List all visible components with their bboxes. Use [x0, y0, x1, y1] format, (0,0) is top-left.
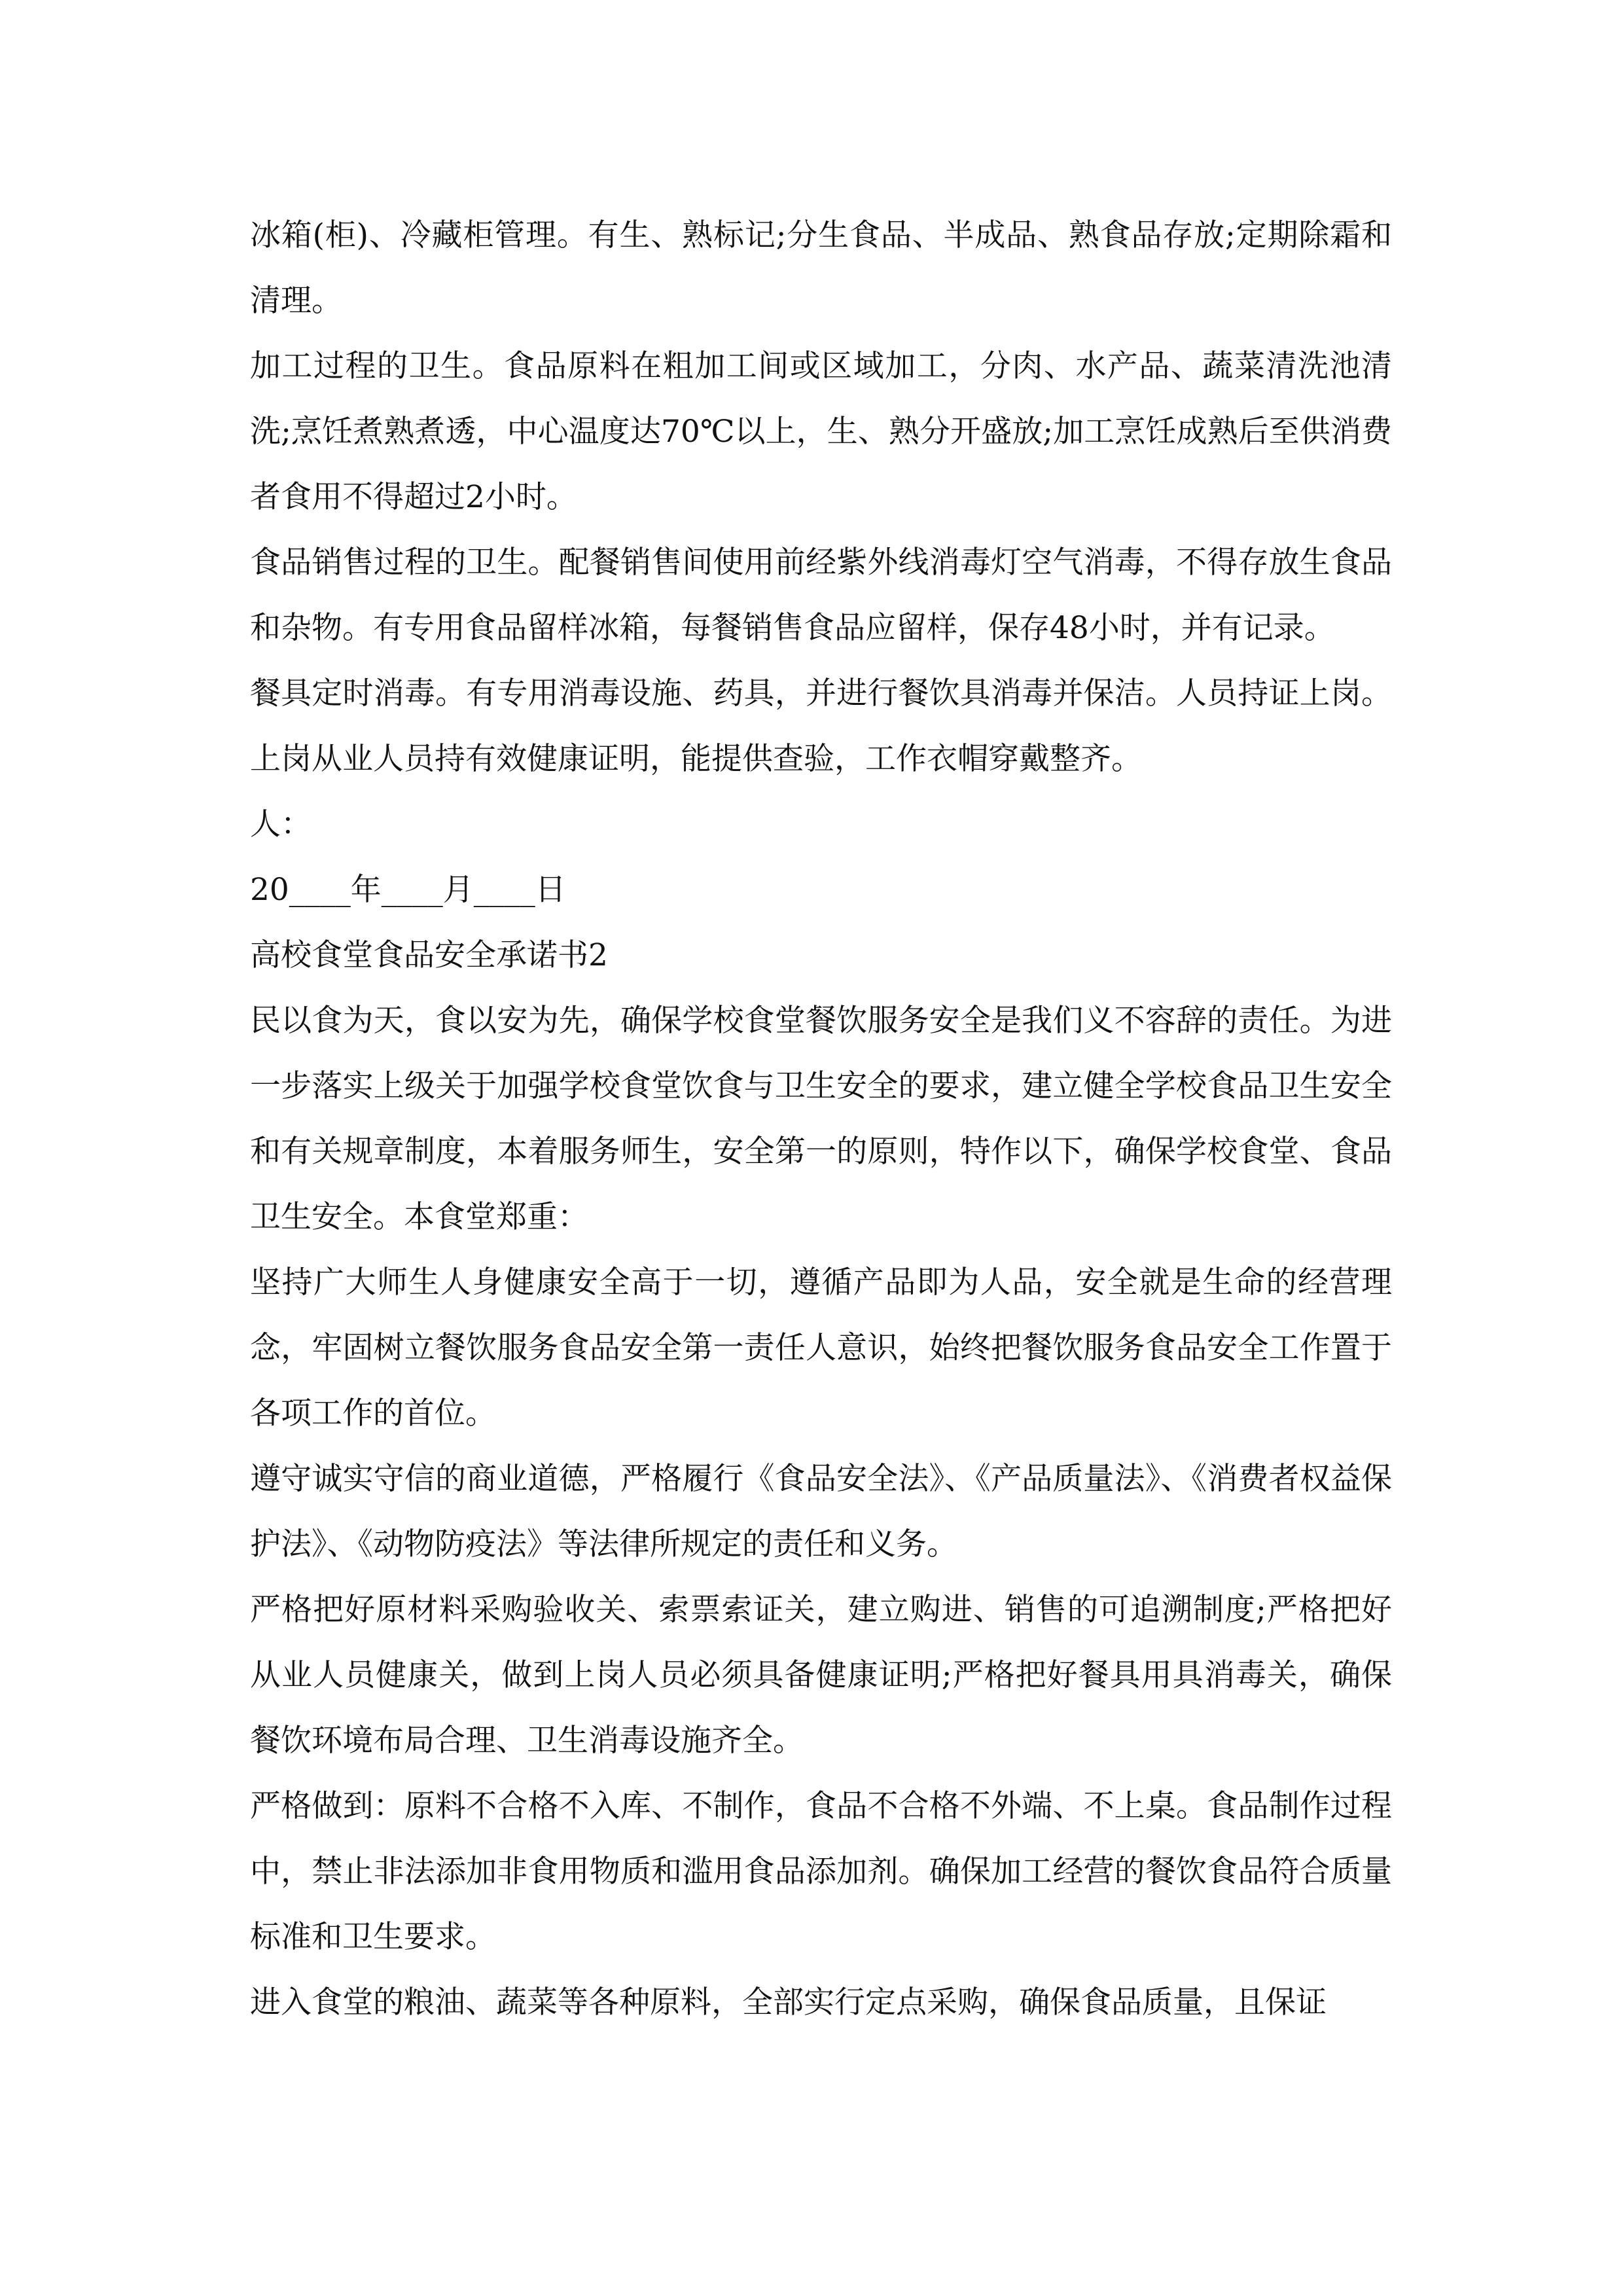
paragraph-commitment-laws: 遵守诚实守信的商业道德，严格履行《食品安全法》、《产品质量法》、《消费者权益保护法》、《动物防疫法》等法律所规定的责任和义务。 [250, 1461, 1392, 1562]
paragraph-commitment-safety-first: 坚持广大师生人身健康安全高于一切，遵循产品即为人品，安全就是生命的经营理念，牢固树立餐饮服务食品安全第一责任人意识，始终把餐饮服务食品安全工作置于各项工作的首位。 [250, 1265, 1392, 1431]
paragraph-fridge-management: 冰箱(柜)、冷藏柜管理。有生、熟标记;分生食品、半成品、熟食品存放;定期除霜和清理。 [250, 217, 1392, 319]
document-page [250, 203, 1392, 2036]
section-title: 高校食堂食品安全承诺书2 [250, 937, 608, 973]
paragraph-tableware-disinfection: 餐具定时消毒。有专用消毒设施、药具，并进行餐饮具消毒并保洁。人员持证上岗。上岗从业人员持有效健康证明，能提供查验，工作衣帽穿戴整齐。 [250, 675, 1392, 777]
paragraph-processing-hygiene: 加工过程的卫生。食品原料在粗加工间或区域加工，分肉、水产品、蔬菜清洗池清洗;烹饪煮熟煮透，中心温度达70℃以上，生、熟分开盛放;加工烹饪成熟后至供消费者食用不得超过2小时。 [250, 348, 1392, 515]
paragraph-commitment-sourcing: 进入食堂的粮油、蔬菜等各种原料，全部实行定点采购，确保食品质量，且保证 [250, 1984, 1327, 2020]
paragraph-intro: 民以食为天，食以安为先，确保学校食堂餐饮服务安全是我们义不容辞的责任。为进一步落实上级关于加强学校食堂饮食与卫生安全的要求，建立健全学校食品卫生安全和有关规章制度，本着服务师生，安全第一的原则，特作以下，确保学校食堂、食品卫生安全。本食堂郑重： [250, 1003, 1392, 1235]
paragraph-sales-hygiene: 食品销售过程的卫生。配餐销售间使用前经紫外线消毒灯空气消毒，不得存放生食品和杂物。有专用食品留样冰箱，每餐销售食品应留样，保存48小时，并有记录。 [250, 545, 1392, 646]
signature-line: 人： [250, 806, 312, 842]
paragraph-commitment-procurement: 严格把好原材料采购验收关、索票索证关，建立购进、销售的可追溯制度;严格把好从业人员健康关，做到上岗人员必须具备健康证明;严格把好餐具用具消毒关，确保餐饮环境布局合理、卫生消毒设施齐全。 [250, 1592, 1392, 1759]
paragraph-commitment-quality: 严格做到：原料不合格不入库、不制作，食品不合格不外端、不上桌。食品制作过程中，禁止非法添加非食用物质和滥用食品添加剂。确保加工经营的餐饮食品符合质量标准和卫生要求。 [250, 1788, 1392, 1955]
date-line: 20____年____月____日 [250, 872, 566, 908]
